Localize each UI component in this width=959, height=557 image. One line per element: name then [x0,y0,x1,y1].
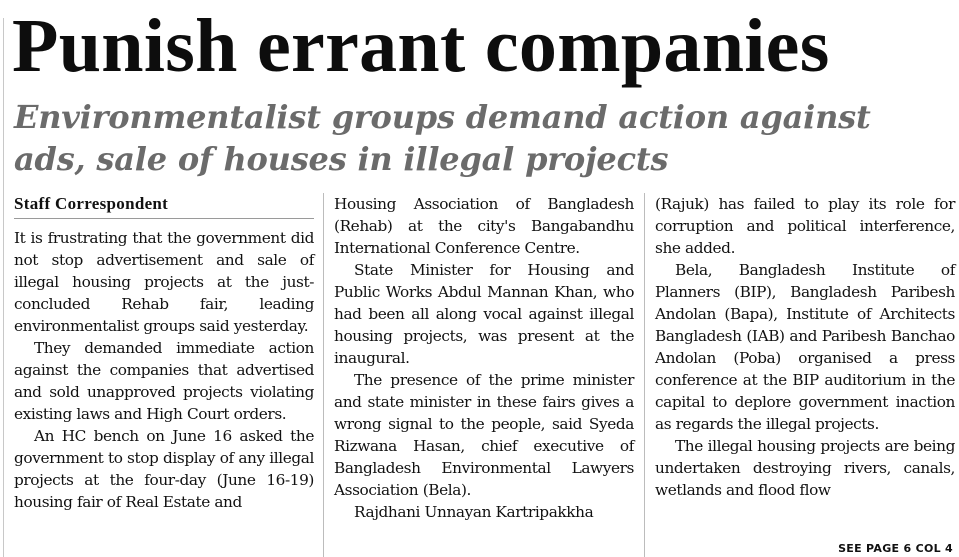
byline-text: Staff Correspondent [14,194,169,213]
article-paragraph: An HC bench on June 16 asked the government to stop display of any illegal projects at the four-day (June 16-19) housing fair of Real Estate and [14,427,314,511]
subheadline: Environmentalist groups demand action against ads, sale of houses in illegal projects [14,98,871,178]
article-column-1 [14,193,314,513]
headline: Punish errant companies [12,4,830,88]
article-paragraph: Bela, Bangladesh Institute of Planners (BIP), Bangladesh Paribesh Andolan (Bapa), Institute of Architects Bangladesh (IAB) and Paribesh Banchao Andolan (Poba) organised a press conference at the BIP auditorium in the capital to deplore government inaction as regards the illegal projects. [655,261,955,433]
byline [14,193,314,219]
article-paragraph: (Rajuk) has failed to play its role for corruption and political interference, she added. [655,195,955,257]
article-paragraph: The illegal housing projects are being undertaken destroying rivers, canals, wetlands and flood flow [655,437,955,499]
article-column-3 [655,193,955,501]
article-paragraph: State Minister for Housing and Public Works Abdul Mannan Khan, who had been all along vocal against illegal housing projects, was present at the inaugural. [334,261,634,367]
column-separator [644,193,645,557]
article-paragraph: The presence of the prime minister and state minister in these fairs gives a wrong signal to the people, said Syeda Rizwana Hasan, chief executive of Bangladesh Environmental Lawyers Association (Bela). [334,371,634,499]
article-paragraph: It is frustrating that the government did not stop advertisement and sale of illegal housing projects at the just-concluded Rehab fair, leading environmentalist groups said yesterday. [14,229,314,335]
article-column-2 [334,193,634,523]
continuation-note: SEE PAGE 6 COL 4 [838,542,953,555]
article-paragraph: Rajdhani Unnayan Kartripakkha [354,503,594,521]
column-separator [323,193,324,557]
left-column-rule [3,18,4,557]
article-paragraph: Housing Association of Bangladesh (Rehab) at the city's Bangabandhu International Conference Centre. [334,195,634,257]
article-paragraph: They demanded immediate action against the companies that advertised and sold unapproved projects violating existing laws and High Court orders. [14,339,314,423]
